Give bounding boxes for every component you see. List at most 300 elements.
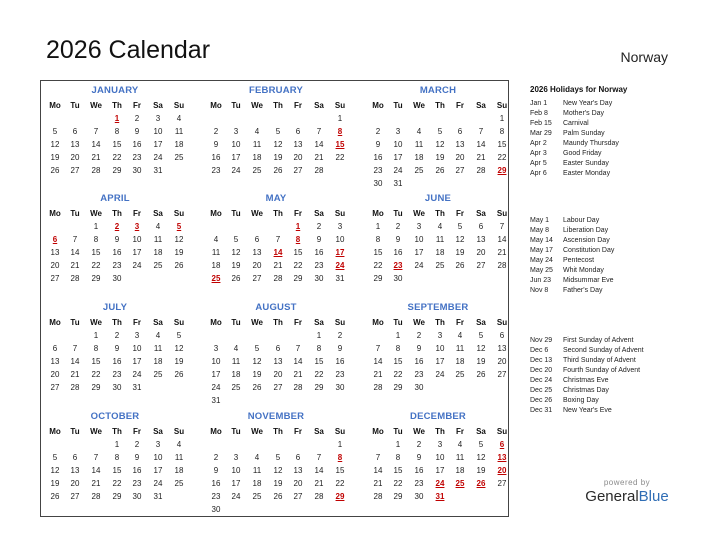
day-cell: 15: [112, 140, 122, 149]
day-cell: 11: [455, 453, 465, 462]
day-cell: 17: [414, 248, 424, 257]
day-cell: 24: [132, 261, 142, 270]
day-cell: 12: [273, 140, 283, 149]
day-cell: 12: [476, 344, 486, 353]
day-cell: 18: [414, 153, 424, 162]
day-cell: 11: [174, 127, 184, 136]
day-cell: 4: [457, 440, 463, 449]
weekday-label: Fr: [133, 427, 141, 436]
day-cell: 16: [414, 357, 424, 366]
day-cell: 30: [112, 383, 122, 392]
day-cell: 13: [273, 357, 283, 366]
day-cell: 30: [335, 383, 345, 392]
day-cell: 28: [273, 274, 283, 283]
day-cell: 13: [497, 344, 507, 353]
day-cell: 3: [337, 222, 343, 231]
month-name: SEPTEMBER: [407, 302, 469, 313]
day-cell: 13: [70, 140, 80, 149]
holiday-name: Ascension Day: [563, 237, 610, 244]
day-cell: 9: [134, 453, 140, 462]
day-cell: 16: [112, 248, 122, 257]
weekday-label: Sa: [314, 318, 324, 327]
day-cell: 17: [231, 153, 241, 162]
weekday-label: Th: [273, 101, 283, 110]
day-cell: 16: [393, 248, 403, 257]
day-cell: 17: [132, 248, 142, 257]
weekday-label: Fr: [294, 209, 302, 218]
day-cell: 14: [91, 140, 101, 149]
day-cell: 25: [252, 166, 262, 175]
day-cell: 4: [176, 114, 182, 123]
weekday-label: Th: [112, 209, 122, 218]
day-cell: 2: [416, 331, 422, 340]
day-cell: 1: [316, 331, 322, 340]
holiday-date: May 25: [530, 267, 553, 274]
weekday-label: Mo: [372, 318, 384, 327]
holiday-name: Labour Day: [563, 217, 600, 224]
day-cell: 19: [50, 153, 60, 162]
day-cell: 21: [476, 153, 486, 162]
holiday-date: May 8: [530, 227, 550, 234]
holiday-date: Nov 29: [530, 337, 553, 344]
day-cell: 23: [132, 479, 142, 488]
day-cell: 9: [213, 466, 219, 475]
day-cell: 11: [455, 344, 465, 353]
day-cell: 27: [476, 261, 486, 270]
holiday-name: Liberation Day: [563, 227, 609, 234]
powered-by-text: powered by: [603, 478, 651, 487]
day-cell: 9: [337, 344, 343, 353]
day-cell: 20: [497, 357, 507, 366]
day-cell: 15: [393, 466, 403, 475]
day-cell: 5: [275, 453, 281, 462]
holiday-name: Easter Monday: [563, 170, 611, 177]
day-cell: 30: [314, 274, 324, 283]
day-cell: 20: [293, 153, 303, 162]
day-cell: 1: [337, 440, 343, 449]
holiday-date: Apr 2: [530, 140, 547, 147]
month-name: JANUARY: [91, 85, 139, 96]
day-cell: 15: [293, 248, 303, 257]
month-august: [206, 302, 356, 406]
weekday-label: Tu: [393, 318, 403, 327]
weekday-label: Mo: [372, 427, 384, 436]
day-cell: 14: [373, 466, 383, 475]
month-april: [45, 193, 195, 297]
day-cell: 2: [337, 331, 343, 340]
day-cell: 25: [252, 492, 262, 501]
day-cell: 26: [273, 166, 283, 175]
weekday-label: Fr: [456, 318, 464, 327]
day-cell: 30: [373, 179, 383, 188]
day-cell: 23: [112, 370, 122, 379]
day-cell: 15: [393, 357, 403, 366]
day-cell: 9: [114, 235, 120, 244]
day-cell: 7: [375, 453, 381, 462]
weekday-label: Th: [435, 209, 445, 218]
day-cell: 7: [72, 344, 78, 353]
day-cell: 12: [50, 466, 60, 475]
country-label: Norway: [620, 49, 668, 65]
weekday-label: Sa: [153, 318, 163, 327]
weekday-label: We: [90, 101, 102, 110]
holiday-day-cell: 14: [273, 248, 283, 257]
holiday-name: Christmas Eve: [563, 377, 609, 384]
weekday-label: Th: [112, 318, 122, 327]
day-cell: 23: [373, 166, 383, 175]
day-cell: 4: [254, 453, 260, 462]
weekday-label: Su: [496, 209, 508, 218]
weekday-label: Fr: [456, 101, 464, 110]
holiday-name: Midsummar Eve: [563, 277, 614, 284]
day-cell: 6: [275, 344, 281, 353]
day-cell: 1: [93, 331, 99, 340]
day-cell: 30: [414, 383, 424, 392]
weekday-label: Mo: [49, 318, 61, 327]
day-cell: 1: [375, 222, 381, 231]
day-cell: 7: [316, 127, 322, 136]
month-january: [45, 85, 195, 189]
day-cell: 27: [497, 479, 507, 488]
weekday-label: Sa: [153, 209, 163, 218]
weekday-label: We: [251, 427, 263, 436]
day-cell: 7: [375, 344, 381, 353]
holiday-name: Pentecost: [563, 257, 595, 264]
day-cell: 22: [497, 153, 507, 162]
day-cell: 22: [112, 153, 122, 162]
day-cell: 14: [70, 248, 80, 257]
day-cell: 26: [476, 370, 486, 379]
day-cell: 11: [414, 140, 424, 149]
day-cell: 20: [252, 261, 262, 270]
day-cell: 22: [91, 261, 101, 270]
day-cell: 1: [499, 114, 505, 123]
month-june: [368, 193, 518, 297]
day-cell: 8: [395, 344, 401, 353]
day-cell: 3: [134, 331, 140, 340]
holiday-name: Christmas Day: [563, 387, 609, 394]
day-cell: 21: [70, 370, 80, 379]
day-cell: 17: [393, 153, 403, 162]
day-cell: 6: [72, 127, 78, 136]
month-december: [368, 411, 518, 515]
day-cell: 2: [134, 114, 140, 123]
weekday-label: Tu: [231, 318, 241, 327]
weekday-label: Tu: [70, 427, 80, 436]
weekday-label: Mo: [372, 101, 384, 110]
day-cell: 31: [153, 166, 163, 175]
day-cell: 21: [497, 248, 507, 257]
day-cell: 11: [252, 466, 262, 475]
day-cell: 10: [393, 140, 403, 149]
holiday-name: Carnival: [563, 120, 589, 127]
day-cell: 1: [337, 114, 343, 123]
day-cell: 1: [93, 222, 99, 231]
day-cell: 17: [435, 466, 445, 475]
day-cell: 10: [231, 466, 241, 475]
day-cell: 29: [112, 166, 122, 175]
month-name: MARCH: [419, 85, 457, 96]
holiday-date: Feb 15: [530, 120, 552, 127]
day-cell: 7: [275, 235, 281, 244]
day-cell: 28: [293, 383, 303, 392]
weekday-label: Tu: [231, 427, 241, 436]
holiday-day-cell: 25: [455, 479, 465, 488]
day-cell: 14: [314, 466, 324, 475]
holiday-list-title: 2026 Holidays for Norway: [530, 85, 628, 94]
day-cell: 19: [273, 153, 283, 162]
weekday-label: Tu: [70, 101, 80, 110]
day-cell: 28: [91, 492, 101, 501]
day-cell: 9: [375, 140, 381, 149]
weekday-label: Tu: [231, 101, 241, 110]
day-cell: 11: [231, 357, 241, 366]
brand-name-general: General: [585, 488, 639, 505]
weekday-label: We: [413, 427, 425, 436]
day-cell: 19: [435, 153, 445, 162]
day-cell: 11: [252, 140, 262, 149]
weekday-label: Mo: [49, 427, 61, 436]
day-cell: 26: [231, 274, 241, 283]
day-cell: 31: [153, 492, 163, 501]
day-cell: 12: [476, 453, 486, 462]
month-november: [206, 411, 356, 515]
weekday-label: Tu: [393, 209, 403, 218]
weekday-label: Su: [173, 318, 185, 327]
day-cell: 27: [50, 383, 60, 392]
day-cell: 3: [155, 440, 161, 449]
day-cell: 20: [455, 153, 465, 162]
day-cell: 22: [91, 370, 101, 379]
day-cell: 23: [112, 261, 122, 270]
month-july: [45, 302, 195, 406]
day-cell: 9: [395, 235, 401, 244]
holiday-day-cell: 8: [337, 127, 343, 136]
day-cell: 17: [231, 479, 241, 488]
holiday-date: Apr 3: [530, 150, 547, 157]
day-cell: 27: [252, 274, 262, 283]
day-cell: 13: [476, 235, 486, 244]
day-cell: 22: [335, 479, 345, 488]
month-name: NOVEMBER: [247, 411, 305, 422]
holiday-name: Easter Sunday: [563, 160, 609, 167]
weekday-label: Sa: [314, 101, 324, 110]
day-cell: 7: [478, 127, 484, 136]
day-cell: 29: [293, 274, 303, 283]
day-cell: 27: [50, 274, 60, 283]
day-cell: 4: [233, 344, 239, 353]
day-cell: 20: [476, 248, 486, 257]
day-cell: 21: [373, 370, 383, 379]
holiday-date: May 14: [530, 237, 553, 244]
weekday-label: We: [413, 209, 425, 218]
holiday-day-cell: 5: [176, 222, 182, 231]
day-cell: 26: [174, 261, 184, 270]
day-cell: 23: [414, 370, 424, 379]
day-cell: 12: [252, 357, 262, 366]
day-cell: 12: [435, 140, 445, 149]
day-cell: 28: [70, 274, 80, 283]
day-cell: 17: [211, 370, 221, 379]
brand-logo: [584, 478, 670, 505]
weekday-label: Fr: [294, 101, 302, 110]
day-cell: 10: [211, 357, 221, 366]
day-cell: 5: [233, 235, 239, 244]
weekday-label: We: [90, 209, 102, 218]
day-cell: 19: [476, 466, 486, 475]
day-cell: 6: [72, 453, 78, 462]
day-cell: 17: [132, 357, 142, 366]
holiday-name: Boxing Day: [563, 397, 599, 404]
day-cell: 16: [373, 153, 383, 162]
weekday-label: Su: [334, 318, 346, 327]
weekday-label: Fr: [456, 427, 464, 436]
weekday-label: Tu: [393, 101, 403, 110]
day-cell: 24: [153, 479, 163, 488]
holiday-name: Father's Day: [563, 287, 603, 294]
day-cell: 28: [314, 492, 324, 501]
day-cell: 12: [174, 235, 184, 244]
day-cell: 16: [211, 479, 221, 488]
month-name: MAY: [265, 193, 287, 204]
day-cell: 15: [91, 357, 101, 366]
weekday-label: Sa: [476, 209, 486, 218]
day-cell: 4: [176, 440, 182, 449]
day-cell: 19: [476, 357, 486, 366]
holiday-name: Constitution Day: [563, 247, 615, 254]
day-cell: 27: [70, 166, 80, 175]
day-cell: 8: [316, 344, 322, 353]
day-cell: 8: [93, 235, 99, 244]
day-cell: 3: [437, 440, 443, 449]
day-cell: 27: [497, 370, 507, 379]
day-cell: 16: [414, 466, 424, 475]
weekday-label: Th: [112, 101, 122, 110]
day-cell: 2: [213, 127, 219, 136]
day-cell: 10: [153, 127, 163, 136]
day-cell: 12: [455, 235, 465, 244]
day-cell: 25: [153, 370, 163, 379]
weekday-label: Fr: [133, 101, 141, 110]
day-cell: 10: [231, 140, 241, 149]
day-cell: 10: [132, 235, 142, 244]
day-cell: 15: [314, 357, 324, 366]
day-cell: 19: [455, 248, 465, 257]
month-name: DECEMBER: [410, 411, 466, 422]
day-cell: 18: [153, 248, 163, 257]
day-cell: 22: [314, 370, 324, 379]
day-cell: 13: [455, 140, 465, 149]
day-cell: 24: [435, 370, 445, 379]
day-cell: 11: [153, 344, 163, 353]
weekday-label: Su: [173, 209, 185, 218]
day-cell: 13: [252, 248, 262, 257]
day-cell: 19: [174, 357, 184, 366]
day-cell: 11: [153, 235, 163, 244]
day-cell: 10: [414, 235, 424, 244]
day-cell: 24: [153, 153, 163, 162]
holiday-day-cell: 20: [497, 466, 507, 475]
holiday-day-cell: 6: [499, 440, 505, 449]
weekday-label: We: [413, 101, 425, 110]
day-cell: 5: [176, 331, 182, 340]
day-cell: 17: [153, 466, 163, 475]
day-cell: 9: [416, 453, 422, 462]
holiday-date: Dec 31: [530, 407, 553, 414]
weekday-label: We: [90, 427, 102, 436]
day-cell: 18: [252, 153, 262, 162]
holiday-name: New Year's Eve: [563, 407, 612, 414]
weekday-label: Sa: [153, 101, 163, 110]
day-cell: 26: [50, 492, 60, 501]
month-may: [206, 193, 356, 297]
day-cell: 26: [252, 383, 262, 392]
day-cell: 12: [231, 248, 241, 257]
brand-name: [584, 488, 670, 505]
holiday-name: New Year's Day: [563, 100, 613, 107]
day-cell: 18: [231, 370, 241, 379]
weekday-label: Su: [173, 101, 185, 110]
weekday-label: Mo: [210, 427, 222, 436]
weekday-label: We: [251, 318, 263, 327]
day-cell: 8: [93, 344, 99, 353]
holiday-date: May 24: [530, 257, 553, 264]
weekday-label: Th: [435, 318, 445, 327]
holiday-day-cell: 23: [393, 261, 403, 270]
holiday-date: Dec 25: [530, 387, 553, 394]
month-september: [368, 302, 518, 406]
weekday-label: Sa: [476, 101, 486, 110]
day-cell: 21: [373, 479, 383, 488]
day-cell: 20: [70, 479, 80, 488]
day-cell: 30: [393, 274, 403, 283]
day-cell: 20: [273, 370, 283, 379]
day-cell: 23: [414, 479, 424, 488]
day-cell: 9: [114, 344, 120, 353]
holiday-day-cell: 13: [497, 453, 507, 462]
day-cell: 29: [393, 492, 403, 501]
holiday-name: Mother's Day: [563, 110, 605, 117]
day-cell: 21: [70, 261, 80, 270]
day-cell: 5: [52, 127, 58, 136]
day-cell: 7: [93, 127, 99, 136]
weekday-label: Mo: [49, 101, 61, 110]
weekday-label: Tu: [393, 427, 403, 436]
day-cell: 21: [314, 153, 324, 162]
day-cell: 13: [293, 466, 303, 475]
day-cell: 16: [132, 140, 142, 149]
day-cell: 21: [91, 479, 101, 488]
weekday-label: We: [251, 101, 263, 110]
weekday-label: Su: [334, 427, 346, 436]
day-cell: 6: [295, 453, 301, 462]
day-cell: 7: [499, 222, 505, 231]
holiday-date: Feb 8: [530, 110, 548, 117]
holiday-day-cell: 1: [295, 222, 301, 231]
day-cell: 28: [70, 383, 80, 392]
holiday-day-cell: 8: [337, 453, 343, 462]
weekday-label: Th: [273, 318, 283, 327]
holiday-day-cell: 2: [114, 222, 120, 231]
holiday-name: First Sunday of Advent: [563, 337, 634, 344]
weekday-label: We: [90, 318, 102, 327]
day-cell: 13: [50, 248, 60, 257]
day-cell: 26: [174, 370, 184, 379]
holiday-day-cell: 15: [335, 140, 345, 149]
day-cell: 14: [293, 357, 303, 366]
day-cell: 18: [455, 357, 465, 366]
day-cell: 25: [455, 370, 465, 379]
